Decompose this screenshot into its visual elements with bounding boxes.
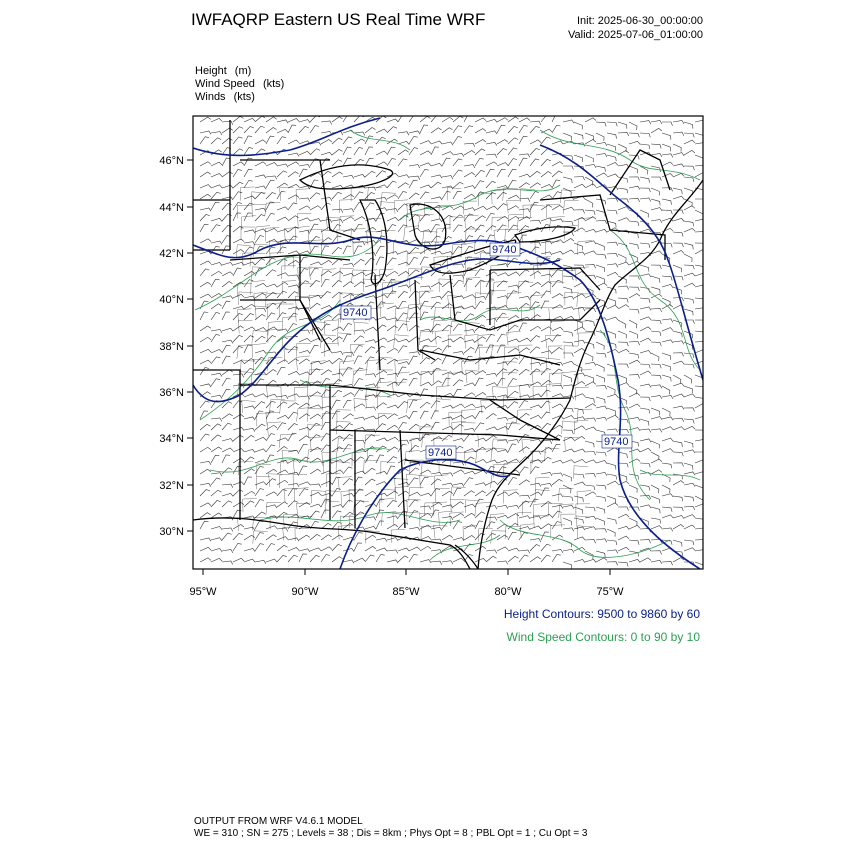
contour-label-text: 9740 [428,447,453,459]
lat-tick-label: 46°N [159,155,184,167]
lat-tick-label: 44°N [159,202,184,214]
lat-tick-label: 42°N [159,248,184,260]
lon-tick-label: 75°W [596,586,624,598]
map-title: IWFAQRP Eastern US Real Time WRF [191,10,486,29]
lon-tick-label: 95°W [189,586,217,598]
lon-tick-label: 85°W [392,586,420,598]
lat-tick-label: 40°N [159,294,184,306]
valid-time: Valid: 2025-07-06_01:00:00 [568,29,703,41]
model-version: OUTPUT FROM WRF V4.6.1 MODEL [194,816,363,827]
contour-label-text: 9740 [343,307,368,319]
field-wind-speed: Wind Speed (kts) [195,78,285,90]
lat-tick-label: 32°N [159,480,184,492]
contour-label-4 [426,446,456,459]
lon-tick-label: 80°W [494,586,522,598]
contour-label-3 [602,435,632,448]
lon-tick-label: 90°W [291,586,319,598]
init-time: Init: 2025-06-30_00:00:00 [577,15,703,27]
longitude-axis [189,569,624,598]
contour-label-text: 9740 [604,436,629,448]
model-config: WE = 310 ; SN = 275 ; Levels = 38 ; Dis = 8km ; Phys Opt = 8 ; PBL Opt = 1 ; Cu Opt = 3 [194,828,588,839]
wind-contour-legend: Wind Speed Contours: 0 to 90 by 10 [506,630,700,644]
latitude-axis [159,155,193,538]
model-footer [194,816,587,840]
lat-tick-label: 36°N [159,387,184,399]
lat-tick-label: 30°N [159,526,184,538]
field-height: Height (m) [195,65,252,77]
contour-label-1 [490,243,520,256]
field-winds: Winds (kts) [195,91,255,103]
height-contour-legend: Height Contours: 9500 to 9860 by 60 [503,607,700,621]
contour-label-2 [341,306,371,319]
contour-label-text: 9740 [492,244,517,256]
lat-tick-label: 34°N [159,433,184,445]
lat-tick-label: 38°N [159,341,184,353]
